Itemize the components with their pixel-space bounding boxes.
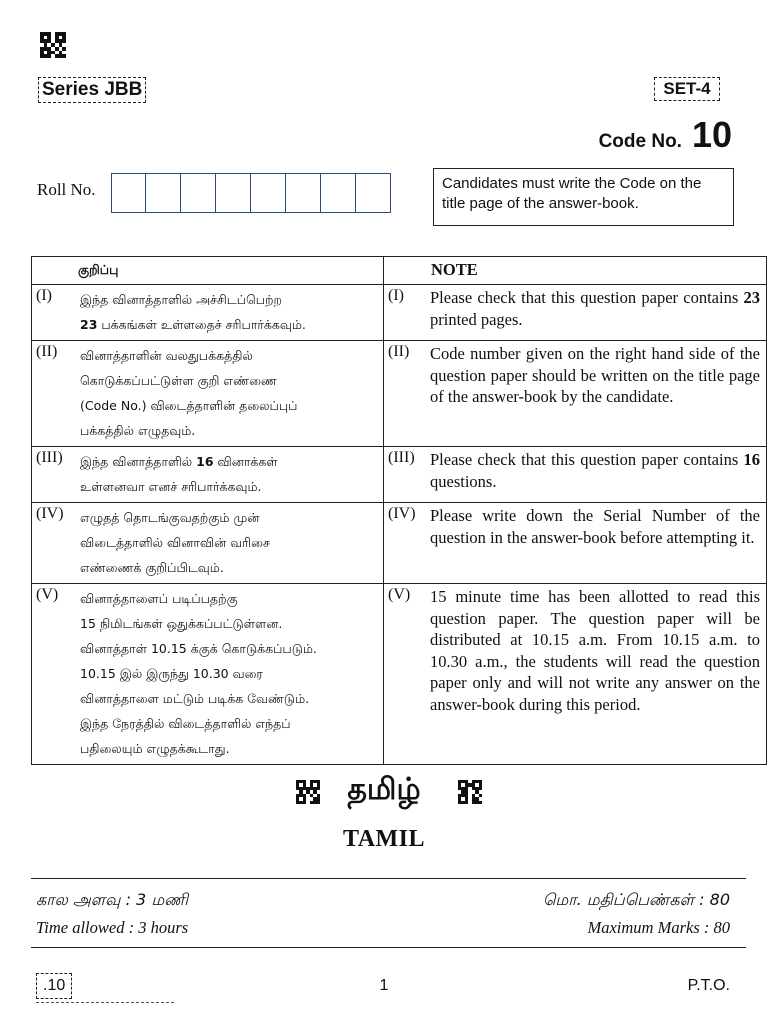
note-number: (V) [36, 586, 59, 603]
roll-box[interactable] [181, 173, 216, 213]
qr-code-icon [458, 780, 482, 804]
set-label: SET-4 [654, 77, 720, 101]
tamil-note-line: பதிலையும் எழுதக்கூடாது. [80, 741, 230, 756]
tamil-note-line: இந்த வினாத்தாளில் அச்சிடப்பெற்ற [80, 292, 283, 307]
maximum-marks-tamil: மொ. மதிப்பெண்கள் : 80 [542, 890, 730, 909]
tamil-note-line: பக்கத்தில் எழுதவும். [80, 423, 196, 438]
divider [31, 878, 746, 879]
tamil-note-line: (Code No.) விடைத்தாளின் தலைப்புப் [80, 398, 298, 413]
time-allowed-english: Time allowed : 3 hours [36, 918, 189, 937]
english-note-text: Please check that this question paper contains 23 printed pages. [430, 288, 760, 329]
tamil-note-line: வினாத்தாளை மட்டும் படிக்க வேண்டும். [80, 691, 310, 706]
english-note-text: Please check that this question paper contains 16 questions. [430, 450, 760, 491]
please-turn-over: P.T.O. [687, 977, 730, 994]
tamil-note-line: உள்ளனவா எனச் சரிபார்க்கவும். [80, 479, 262, 494]
tamil-note-line: வினாத்தாள் 10.15 க்குக் கொடுக்கப்படும். [80, 641, 317, 656]
code-number [599, 114, 732, 156]
tamil-note-line: இந்த வினாத்தாளில் 16 வினாக்கள் [80, 454, 278, 469]
maximum-marks-english: Maximum Marks : 80 [587, 918, 730, 937]
tamil-note-line: வினாத்தாளைப் படிப்பதற்கு [80, 591, 238, 606]
code-label: Code No. [598, 131, 682, 152]
roll-box[interactable] [146, 173, 181, 213]
english-note-text: 15 minute time has been allotted to read this question paper. The question paper will be distributed at 10.15 a.m. From 10.15 a.m. to 10.30 a.m., the students will read the question paper only and will not write any answer on the answer-book during this period. [430, 587, 760, 714]
note-number: (III) [36, 449, 63, 466]
roll-box[interactable] [111, 173, 146, 213]
note-row [32, 341, 767, 447]
tamil-note-text [78, 586, 379, 761]
roll-number-label: Roll No. [37, 180, 96, 199]
series-label: Series JBB [38, 77, 146, 103]
english-note-text: Please write down the Serial Number of the question in the answer-book before attempting it. [430, 506, 760, 547]
code-value: 10 [691, 114, 732, 155]
footer-dashed-line [36, 1002, 174, 1003]
subject-title-tamil: தமிழ் [347, 772, 421, 807]
roll-number-boxes[interactable] [111, 173, 391, 213]
qr-code-icon [40, 32, 66, 58]
tamil-note-text [78, 449, 379, 499]
note-number: (II) [36, 343, 58, 360]
tamil-note-text [78, 343, 379, 443]
note-row [32, 447, 767, 503]
roll-box[interactable] [321, 173, 356, 213]
tamil-note-line: வினாத்தாளின் வலதுபக்கத்தில் [80, 348, 253, 363]
subject-title-english: TAMIL [342, 826, 426, 852]
tamil-note-line: கொடுக்கப்பட்டுள்ள குறி எண்ணை [80, 373, 277, 388]
tamil-note-line: 23 பக்கங்கள் உள்ளதைச் சரிபார்க்கவும். [80, 317, 306, 332]
note-row [32, 285, 767, 341]
roll-box[interactable] [216, 173, 251, 213]
notes-header-row: குறிப்பு NOTE [32, 257, 767, 285]
english-note-text: Code number given on the right hand side of the question paper should be written on the title page of the answer-book by the candidate. [430, 344, 760, 406]
tamil-note-line: இந்த நேரத்தில் விடைத்தாளில் எந்தப் [80, 716, 291, 731]
note-number: (III) [388, 449, 415, 466]
tamil-note-line: 10.15 இல் இருந்து 10.30 வரை [80, 666, 263, 681]
tamil-note-line: எண்ணைக் குறிப்பிடவும். [80, 560, 224, 575]
note-number: (IV) [388, 505, 416, 522]
tamil-note-line: எழுதத் தொடங்குவதற்கும் முன் [80, 510, 260, 525]
note-number: (IV) [36, 505, 64, 522]
note-row [32, 503, 767, 584]
roll-box[interactable] [286, 173, 321, 213]
tamil-note-text [78, 287, 379, 337]
roll-box[interactable] [356, 173, 391, 213]
footer-code: .10 [36, 973, 72, 999]
note-number: (I) [388, 287, 404, 304]
note-number: (V) [388, 586, 411, 603]
note-number: (II) [388, 343, 410, 360]
tamil-note-line: விடைத்தாளில் வினாவின் வரிசை [80, 535, 270, 550]
note-row [32, 584, 767, 765]
note-number: (I) [36, 287, 52, 304]
tamil-note-text [78, 505, 379, 580]
page-number: 1 [379, 977, 389, 994]
roll-box[interactable] [251, 173, 286, 213]
tamil-note-line: 15 நிமிடங்கள் ஒதுக்கப்பட்டுள்ளன. [80, 616, 283, 631]
divider [31, 947, 746, 948]
notes-table [31, 256, 767, 765]
tamil-note-heading: குறிப்பு [78, 262, 119, 277]
candidates-note: Candidates must write the Code on the title page of the answer-book. [433, 168, 734, 226]
time-allowed-tamil: கால அளவு : 3 மணி [36, 890, 188, 909]
